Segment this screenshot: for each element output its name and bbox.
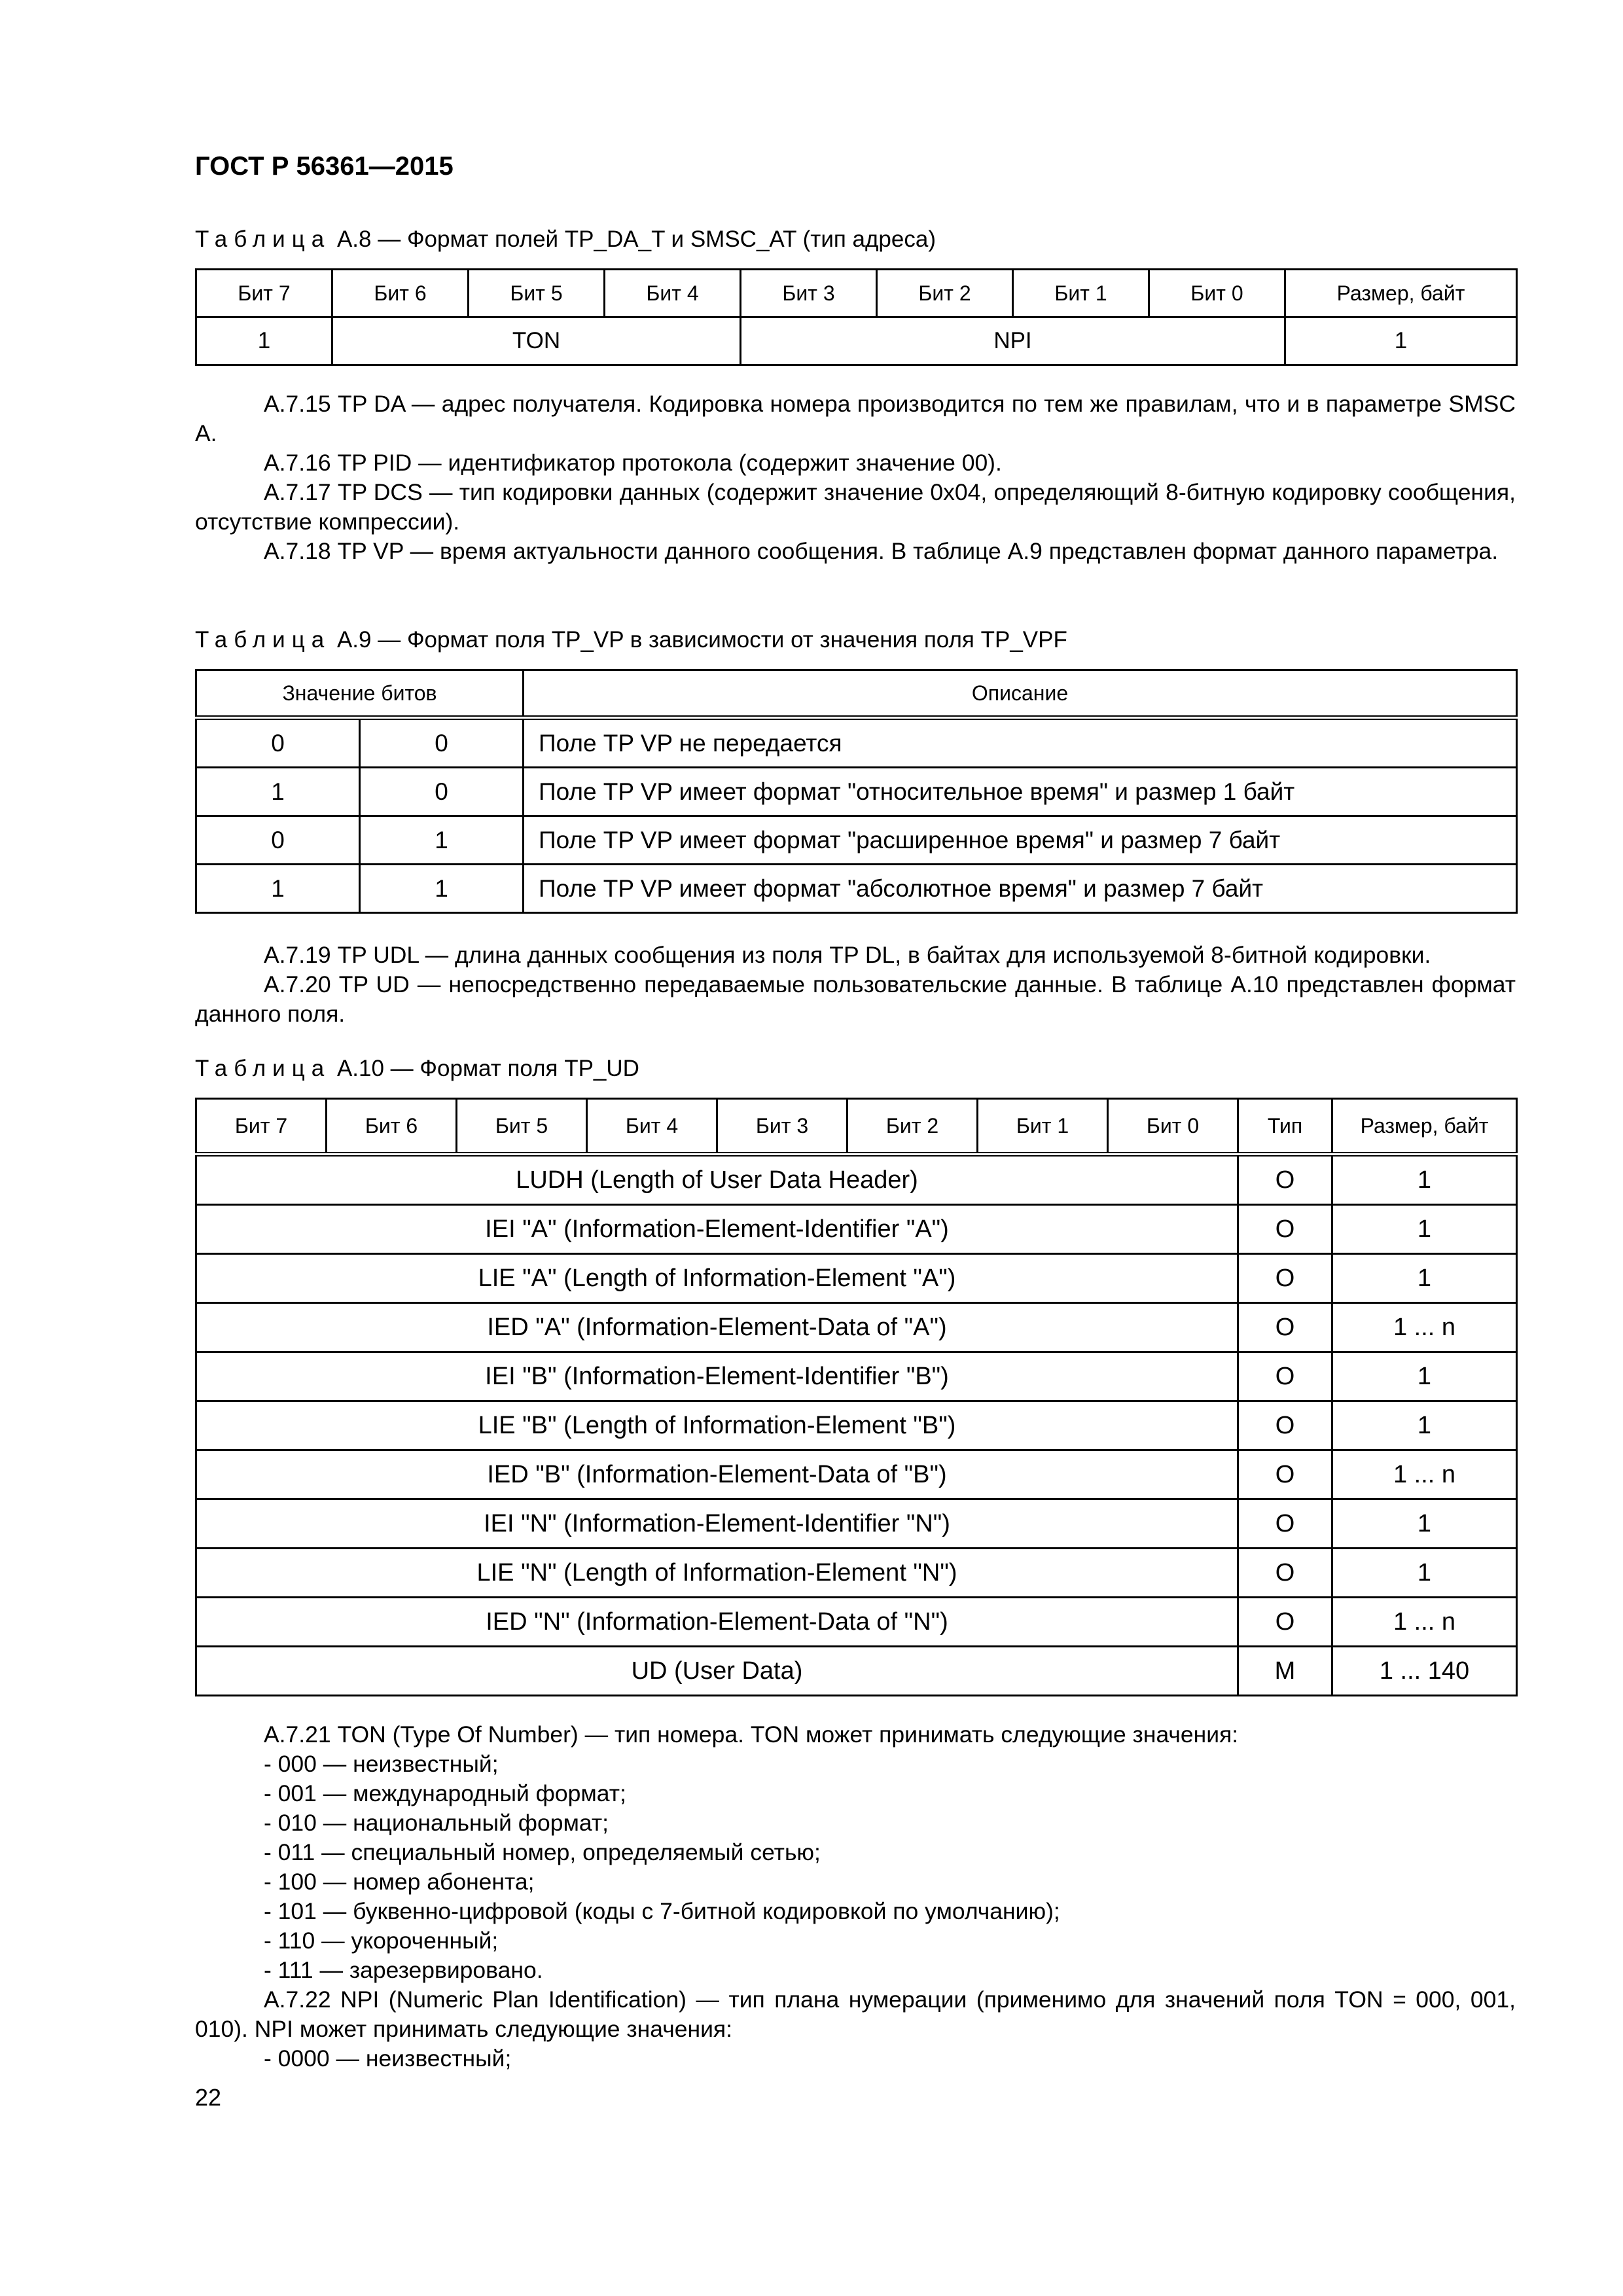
list-item: - 011 — специальный номер, определяемый сетью;	[264, 1839, 821, 1865]
table10-cell-field: IEI "B" (Information-Element-Identifier "B")	[196, 1352, 1238, 1401]
table10-cell-type: O	[1238, 1401, 1332, 1450]
table10-header-cell: Бит 2	[847, 1099, 978, 1155]
table8-header-cell: Бит 2	[877, 270, 1013, 317]
table10-cell-field: LUDH (Length of User Data Header)	[196, 1155, 1238, 1205]
table9	[195, 669, 1518, 914]
table-row	[196, 1254, 1517, 1303]
table10-caption	[195, 1056, 639, 1082]
table9-cell: 1	[196, 768, 360, 816]
document-header: ГОСТ Р 56361—2015	[195, 152, 454, 181]
table10-cell-type: O	[1238, 1450, 1332, 1499]
table9-cell: 0	[360, 718, 524, 768]
paragraph: А.7.18 TP VP — время актуальности данного сообщения. В таблице А.9 представлен формат данного параметра.	[264, 538, 1499, 564]
table10-cell-size: 1	[1332, 1205, 1517, 1254]
table10-cell-type: O	[1238, 1205, 1332, 1254]
table-row	[196, 718, 1517, 768]
paragraph: А.7.16 TP PID — идентификатор протокола (содержит значение 00).	[264, 450, 1002, 476]
table9-caption	[195, 627, 1067, 653]
table10-header-cell: Бит 4	[587, 1099, 717, 1155]
table10-cell-type: O	[1238, 1598, 1332, 1647]
table9-caption-word: Таблица	[195, 627, 331, 653]
table8-header-cell: Бит 1	[1013, 270, 1149, 317]
table10-cell-size: 1	[1332, 1549, 1517, 1598]
table8-cell-ton: TON	[332, 317, 741, 365]
table10-cell-size: 1 ... n	[1332, 1450, 1517, 1499]
table-row	[196, 1303, 1517, 1352]
table8-cell-size: 1	[1285, 317, 1517, 365]
table10-cell-type: M	[1238, 1647, 1332, 1696]
table10-cell-size: 1	[1332, 1254, 1517, 1303]
paragraph: А.7.20 TP UD — непосредственно передаваемые пользовательские данные. В таблице А.10 представлен формат данного поля.	[195, 971, 1516, 1027]
table9-cell: 1	[196, 865, 360, 913]
table10-cell-type: O	[1238, 1303, 1332, 1352]
table10-cell-size: 1 ... n	[1332, 1598, 1517, 1647]
list-item: - 001 — международный формат;	[264, 1780, 626, 1806]
table10-header-cell: Бит 5	[457, 1099, 587, 1155]
table-row	[196, 1549, 1517, 1598]
table10-cell-type: O	[1238, 1549, 1332, 1598]
table10-cell-field: IED "A" (Information-Element-Data of "A")	[196, 1303, 1238, 1352]
table9-caption-text: А.9 — Формат поля TP_VP в зависимости от значения поля TP_VPF	[330, 627, 1067, 653]
table10-cell-size: 1 ... n	[1332, 1303, 1517, 1352]
table8-caption-text: А.8 — Формат полей TP_DA_T и SMSC_AT (тип адреса)	[330, 226, 936, 252]
table8-header-cell: Бит 6	[332, 270, 469, 317]
table8	[195, 268, 1518, 366]
table9-cell: 1	[360, 816, 524, 865]
table-row	[196, 1647, 1517, 1696]
table10-cell-field: LIE "B" (Length of Information-Element "B")	[196, 1401, 1238, 1450]
table9-cell-desc: Поле TP VP имеет формат "расширенное время" и размер 7 байт	[524, 816, 1517, 865]
table8-header-row	[196, 270, 1517, 317]
table10-cell-type: O	[1238, 1499, 1332, 1549]
text-block-3	[195, 1720, 1516, 2073]
table10-cell-field: IEI "A" (Information-Element-Identifier "A")	[196, 1205, 1238, 1254]
page-number: 22	[195, 2084, 222, 2111]
list-item: - 100 — номер абонента;	[264, 1869, 535, 1895]
paragraph: А.7.17 TP DCS — тип кодировки данных (содержит значение 0х04, определяющий 8-битную кодировку сообщения, отсутствие компрессии).	[195, 479, 1516, 535]
table10-header-row	[196, 1099, 1517, 1155]
table8-header-cell: Размер, байт	[1285, 270, 1517, 317]
table10-cell-type: O	[1238, 1254, 1332, 1303]
table-row	[196, 1155, 1517, 1205]
table8-cell-npi: NPI	[741, 317, 1285, 365]
paragraph: А.7.22 NPI (Numeric Plan Identification) — тип плана нумерации (применимо для значений поля TON = 000, 001, 010). NPI может принимать следующие значения:	[195, 1986, 1516, 2042]
table-row	[196, 816, 1517, 865]
table10-cell-field: UD (User Data)	[196, 1647, 1238, 1696]
table8-cell-bit7: 1	[196, 317, 332, 365]
table9-header-cell: Значение битов	[196, 670, 524, 718]
table9-cell: 0	[196, 816, 360, 865]
table10-caption-word: Таблица	[195, 1056, 331, 1081]
paragraph: А.7.19 TP UDL — длина данных сообщения из поля TP DL, в байтах для используемой 8-битной кодировки.	[264, 942, 1431, 968]
table10-header-cell: Бит 3	[717, 1099, 847, 1155]
table9-cell-desc: Поле TP VP не передается	[524, 718, 1517, 768]
table9-cell: 0	[196, 718, 360, 768]
table10-cell-field: LIE "A" (Length of Information-Element "A")	[196, 1254, 1238, 1303]
table-row	[196, 1401, 1517, 1450]
table9-header-row	[196, 670, 1517, 718]
table-row	[196, 865, 1517, 913]
table-row	[196, 1499, 1517, 1549]
table-row	[196, 1450, 1517, 1499]
list-item: - 111 — зарезервировано.	[264, 1957, 543, 1983]
table10-header-cell: Размер, байт	[1332, 1099, 1517, 1155]
table-row	[196, 1598, 1517, 1647]
table10-header-cell: Бит 7	[196, 1099, 327, 1155]
table8-header-cell: Бит 7	[196, 270, 332, 317]
paragraph: А.7.15 TP DA — адрес получателя. Кодировка номера производится по тем же правилам, что и в параметре SMSC A.	[195, 391, 1516, 446]
table9-cell: 1	[360, 865, 524, 913]
list-item: - 000 — неизвестный;	[264, 1751, 499, 1777]
text-block-1	[195, 389, 1516, 566]
table9-cell-desc: Поле TP VP имеет формат "абсолютное время" и размер 7 байт	[524, 865, 1517, 913]
table10-cell-field: IED "N" (Information-Element-Data of "N")	[196, 1598, 1238, 1647]
table10-header-cell: Тип	[1238, 1099, 1332, 1155]
table10-cell-field: IED "B" (Information-Element-Data of "B")	[196, 1450, 1238, 1499]
table10	[195, 1098, 1518, 1696]
table8-header-cell: Бит 3	[741, 270, 877, 317]
paragraph: А.7.21 TON (Type Of Number) — тип номера. TON может принимать следующие значения:	[264, 1721, 1239, 1748]
list-item: - 0000 — неизвестный;	[264, 2045, 512, 2072]
table10-caption-text: А.10 — Формат поля TP_UD	[330, 1056, 639, 1081]
table8-row	[196, 317, 1517, 365]
table10-cell-size: 1	[1332, 1401, 1517, 1450]
table10-cell-field: IEI "N" (Information-Element-Identifier "N")	[196, 1499, 1238, 1549]
table-row	[196, 1205, 1517, 1254]
table9-cell-desc: Поле TP VP имеет формат "относительное время" и размер 1 байт	[524, 768, 1517, 816]
table10-cell-type: O	[1238, 1155, 1332, 1205]
list-item: - 101 — буквенно-цифровой (коды с 7-битной кодировкой по умолчанию);	[264, 1898, 1060, 1924]
table10-cell-size: 1	[1332, 1499, 1517, 1549]
table-row	[196, 768, 1517, 816]
list-item: - 110 — укороченный;	[264, 1928, 499, 1954]
table8-caption	[195, 226, 936, 253]
table8-header-cell: Бит 0	[1149, 270, 1285, 317]
table9-cell: 0	[360, 768, 524, 816]
table-row	[196, 1352, 1517, 1401]
table10-header-cell: Бит 6	[327, 1099, 457, 1155]
table8-header-cell: Бит 5	[469, 270, 605, 317]
table8-header-cell: Бит 4	[605, 270, 741, 317]
table10-cell-size: 1	[1332, 1155, 1517, 1205]
table10-cell-size: 1 ... 140	[1332, 1647, 1517, 1696]
table10-header-cell: Бит 0	[1108, 1099, 1238, 1155]
text-block-2	[195, 941, 1516, 1029]
table10-cell-type: O	[1238, 1352, 1332, 1401]
table9-header-cell: Описание	[524, 670, 1517, 718]
list-item: - 010 — национальный формат;	[264, 1810, 609, 1836]
table10-header-cell: Бит 1	[978, 1099, 1108, 1155]
table10-cell-field: LIE "N" (Length of Information-Element "N")	[196, 1549, 1238, 1598]
table10-cell-size: 1	[1332, 1352, 1517, 1401]
table8-caption-word: Таблица	[195, 226, 331, 252]
